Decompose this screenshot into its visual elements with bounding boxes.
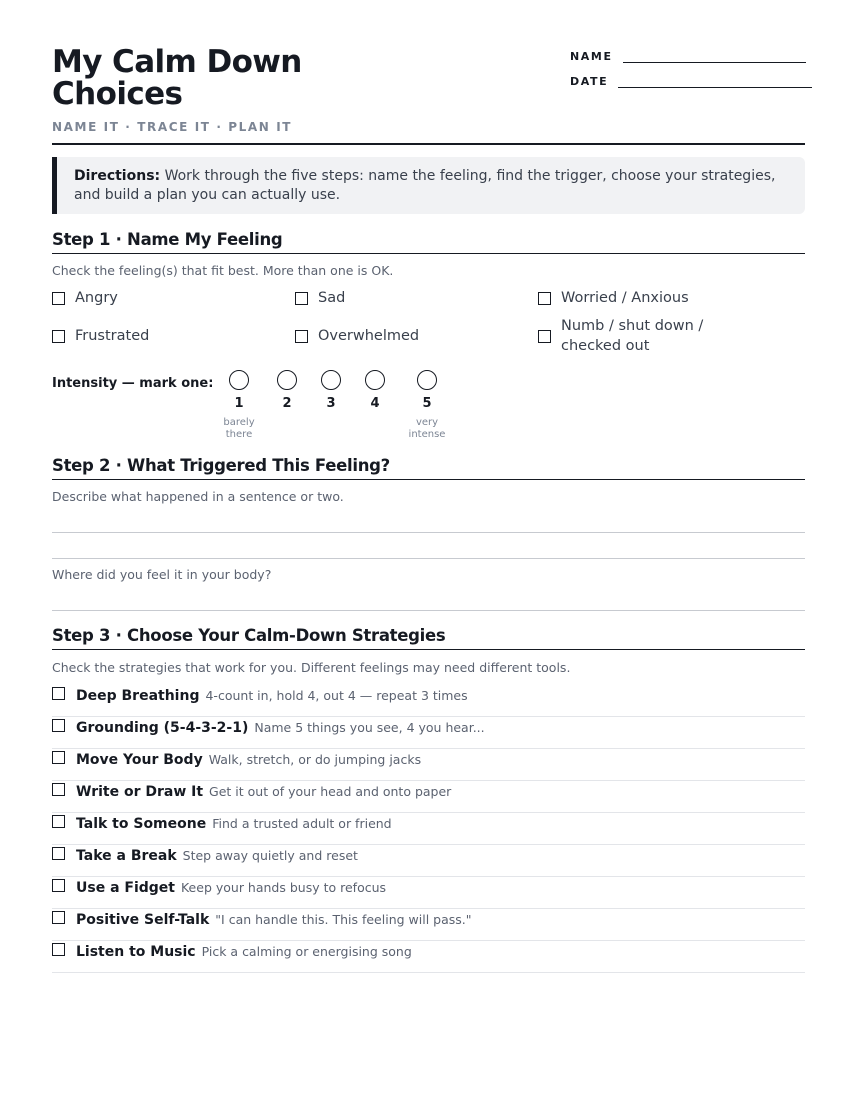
write-line[interactable] <box>52 532 805 533</box>
checkbox[interactable] <box>538 330 551 343</box>
checkbox[interactable] <box>538 292 551 305</box>
step2-prompt-1: Describe what happened in a sentence or two. <box>52 489 344 504</box>
intensity-number: 1 <box>234 396 244 411</box>
checkbox[interactable] <box>52 783 65 796</box>
header-divider <box>52 143 805 145</box>
feeling-label: Overwhelmed <box>318 328 420 344</box>
strategy-name: Talk to Someone <box>76 816 207 832</box>
intensity-bubble-3[interactable] <box>321 370 341 390</box>
intensity-number: 5 <box>422 396 432 411</box>
strategy-desc: Pick a calming or energising song <box>201 944 412 959</box>
step2-prompt-2: Where did you feel it in your body? <box>52 567 272 582</box>
strategy-row[interactable] <box>52 813 805 845</box>
name-field <box>570 50 806 63</box>
checkbox[interactable] <box>52 292 65 305</box>
feeling-option[interactable] <box>52 288 118 308</box>
checkbox[interactable] <box>295 330 308 343</box>
checkbox[interactable] <box>52 815 65 828</box>
strategy-row[interactable] <box>52 749 805 781</box>
strategy-desc: Walk, stretch, or do jumping jacks <box>208 752 422 767</box>
write-line[interactable] <box>52 610 805 611</box>
strategy-row[interactable] <box>52 941 805 973</box>
directions-text: Work through the five steps: name the feeling, find the trigger, choose your strategies, and build a plan you can actually use. <box>74 168 776 203</box>
feeling-label: Sad <box>318 290 346 306</box>
feeling-option[interactable] <box>538 288 689 308</box>
strategy-desc: "I can handle this. This feeling will pass." <box>215 912 472 927</box>
page-title <box>52 46 382 110</box>
checkbox[interactable] <box>52 943 65 956</box>
step3-heading: Step 3 · Choose Your Calm-Down Strategies <box>52 626 805 650</box>
directions-label: Directions: <box>74 168 161 184</box>
checkbox[interactable] <box>52 911 65 924</box>
feeling-option[interactable] <box>295 326 419 346</box>
checkbox[interactable] <box>295 292 308 305</box>
intensity-label: Intensity — mark one: <box>52 376 214 391</box>
checkbox[interactable] <box>52 719 65 732</box>
checkbox[interactable] <box>52 687 65 700</box>
feeling-option[interactable] <box>538 316 738 356</box>
strategy-row[interactable] <box>52 781 805 813</box>
intensity-bubble-5[interactable] <box>417 370 437 390</box>
strategy-desc: Name 5 things you see, 4 you hear... <box>254 720 485 735</box>
checkbox[interactable] <box>52 847 65 860</box>
feeling-option[interactable] <box>295 288 345 308</box>
intensity-number: 4 <box>370 396 380 411</box>
name-label: NAME <box>570 50 613 63</box>
write-line[interactable] <box>52 558 805 559</box>
feeling-label: Worried / Anxious <box>561 290 689 306</box>
strategy-name: Grounding (5-4-3-2-1) <box>76 720 249 736</box>
strategy-row[interactable] <box>52 685 805 717</box>
intensity-low-caption: barely there <box>223 417 255 440</box>
checkbox[interactable] <box>52 879 65 892</box>
date-label: DATE <box>570 75 609 88</box>
intensity-bubble-4[interactable] <box>365 370 385 390</box>
intensity-number: 3 <box>326 396 336 411</box>
step1-heading: Step 1 · Name My Feeling <box>52 230 805 254</box>
feeling-label: Frustrated <box>75 328 150 344</box>
intensity-high-caption: very intense <box>408 417 446 440</box>
strategy-name: Move Your Body <box>76 752 203 768</box>
strategy-name: Take a Break <box>76 848 177 864</box>
title-line-2: Choices <box>52 76 183 112</box>
title-line-1: My Calm Down <box>52 44 302 80</box>
intensity-bubble-2[interactable] <box>277 370 297 390</box>
page-subtitle: NAME IT · TRACE IT · PLAN IT <box>52 120 293 134</box>
step3-hint: Check the strategies that work for you. Different feelings may need different tools. <box>52 660 571 675</box>
feeling-label: Angry <box>75 290 118 306</box>
strategy-row[interactable] <box>52 909 805 941</box>
feeling-label: Numb / shut down / checked out <box>561 318 704 354</box>
checkbox[interactable] <box>52 330 65 343</box>
strategy-desc: Keep your hands busy to refocus <box>180 880 387 895</box>
intensity-number: 2 <box>282 396 292 411</box>
strategy-desc: Find a trusted adult or friend <box>212 816 392 831</box>
step1-hint: Check the feeling(s) that fit best. More than one is OK. <box>52 263 394 278</box>
strategy-desc: 4-count in, hold 4, out 4 — repeat 3 times <box>205 688 468 703</box>
strategy-name: Write or Draw It <box>76 784 204 800</box>
strategy-name: Listen to Music <box>76 944 196 960</box>
strategy-row[interactable] <box>52 717 805 749</box>
strategy-name: Use a Fidget <box>76 880 175 896</box>
date-field <box>570 75 812 88</box>
strategy-row[interactable] <box>52 845 805 877</box>
directions-box <box>52 157 805 214</box>
strategy-name: Deep Breathing <box>76 688 200 704</box>
strategy-desc: Step away quietly and reset <box>182 848 358 863</box>
strategy-row[interactable] <box>52 877 805 909</box>
strategy-desc: Get it out of your head and onto paper <box>209 784 452 799</box>
strategy-name: Positive Self-Talk <box>76 912 210 928</box>
date-write-line[interactable] <box>618 76 812 88</box>
step2-heading: Step 2 · What Triggered This Feeling? <box>52 456 805 480</box>
intensity-bubble-1[interactable] <box>229 370 249 390</box>
feeling-option[interactable] <box>52 326 149 346</box>
name-write-line[interactable] <box>623 51 806 63</box>
checkbox[interactable] <box>52 751 65 764</box>
